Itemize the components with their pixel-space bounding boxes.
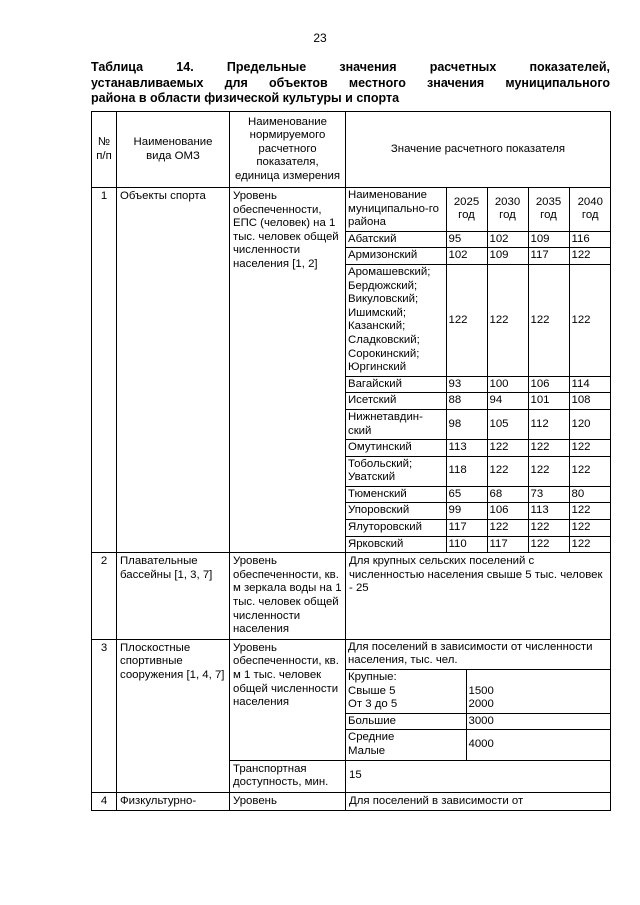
district-value-2035: 106 (528, 376, 569, 393)
subheader-2030: 2030 год (487, 188, 528, 231)
subheader-2025: 2025 год (446, 188, 487, 231)
district-row (346, 231, 611, 248)
district-value-2025: 65 (446, 486, 487, 503)
district-value-2040: 120 (569, 409, 611, 439)
district-value-2030: 105 (487, 409, 528, 439)
subheader-district: Наименование муниципально-го района (346, 188, 446, 231)
district-value-2040: 122 (569, 456, 611, 486)
district-value-2040: 114 (569, 376, 611, 393)
header-row (92, 112, 611, 188)
district-value-2025: 113 (446, 440, 487, 457)
district-row (346, 393, 611, 410)
district-value-2030: 117 (487, 536, 528, 552)
district-value-2025: 122 (446, 264, 487, 376)
district-value-2040: 108 (569, 393, 611, 410)
row-name: Объекты спорта (117, 188, 230, 553)
row-value: 15 (346, 760, 611, 792)
district-row (346, 409, 611, 439)
category-label: Большие (346, 713, 466, 730)
district-value-2030: 122 (487, 264, 528, 376)
district-value-2040: 122 (569, 520, 611, 537)
district-value-2025: 118 (446, 456, 487, 486)
district-value-2035: 122 (528, 440, 569, 457)
district-value-2035: 122 (528, 520, 569, 537)
row-indicator: Уровень обеспеченности, кв. м зеркала воды на 1 тыс. человек общей численности населения (230, 553, 346, 640)
district-value-2035: 73 (528, 486, 569, 503)
row-indicator: Транспортная доступность, мин. (230, 760, 346, 792)
district-value-2035: 112 (528, 409, 569, 439)
district-row (346, 536, 611, 552)
row-name: Плоскостные спортивные сооружения [1, 4, 7] (117, 639, 230, 792)
header-value: Значение расчетного показателя (346, 112, 611, 188)
district-row (346, 503, 611, 520)
subtable-header-row (346, 188, 611, 231)
subheader-2035: 2035 год (528, 188, 569, 231)
category-label (346, 670, 466, 714)
district-value-2030: 122 (487, 456, 528, 486)
row-name: Плавательные бассейны [1, 3, 7] (117, 553, 230, 640)
district-value-2025: 110 (446, 536, 487, 552)
row-value (346, 639, 611, 760)
row-num: 3 (92, 639, 117, 792)
district-name: Тюменский (346, 486, 446, 503)
subheader-2040: 2040 год (569, 188, 611, 231)
district-name: Тобольский; Уватский (346, 456, 446, 486)
district-value-2035: 109 (528, 231, 569, 248)
district-value-2025: 99 (446, 503, 487, 520)
district-name: Армизонский (346, 248, 446, 265)
caption-line-2: устанавливаемых для объектов местного значения муниципального (91, 75, 610, 90)
district-value-2030: 100 (487, 376, 528, 393)
district-name: Абатский (346, 231, 446, 248)
categories-subtable (346, 640, 611, 760)
category-label-line: От 3 до 5 (348, 698, 398, 711)
row-num: 4 (92, 792, 117, 811)
district-value-2035: 113 (528, 503, 569, 520)
row-value: Для поселений в зависимости от (346, 792, 611, 811)
table-caption (91, 60, 610, 107)
category-label-line: Крупные: (348, 671, 397, 683)
districts-subtable (346, 188, 611, 552)
category-value (466, 670, 611, 714)
district-name: Ярковский (346, 536, 446, 552)
district-value-2035: 122 (528, 264, 569, 376)
district-value-2025: 95 (446, 231, 487, 248)
district-row (346, 456, 611, 486)
row-indicator: Уровень обеспеченности, ЕПС (человек) на 1 тыс. человек общей численности населения [1, 2] (230, 188, 346, 553)
district-name: Нижнетавдин-ский (346, 409, 446, 439)
district-name: Исетский (346, 393, 446, 410)
category-value-line: 2000 (468, 698, 494, 711)
category-value: 4000 (466, 730, 611, 760)
table-row-3 (92, 639, 611, 760)
category-row-big (346, 713, 611, 730)
row-value (346, 188, 611, 553)
district-value-2025: 117 (446, 520, 487, 537)
district-value-2030: 94 (487, 393, 528, 410)
district-value-2035: 122 (528, 456, 569, 486)
district-value-2040: 122 (569, 248, 611, 265)
row-indicator: Уровень (230, 792, 346, 811)
district-value-2030: 122 (487, 520, 528, 537)
district-value-2025: 98 (446, 409, 487, 439)
district-row (346, 520, 611, 537)
district-name: Аромашевский; Бердюжский; Викуловский; Ишимский; Казанский; Сладковский; Сорокинский; Юргинский (346, 264, 446, 376)
district-value-2035: 101 (528, 393, 569, 410)
row-num: 1 (92, 188, 117, 553)
district-value-2040: 80 (569, 486, 611, 503)
caption-line-3: района в области физической культуры и спорта (91, 91, 400, 105)
district-value-2040: 116 (569, 231, 611, 248)
district-value-2040: 122 (569, 440, 611, 457)
page-number: 23 (313, 31, 327, 45)
district-row (346, 376, 611, 393)
table-row-1 (92, 188, 611, 553)
row-num: 2 (92, 553, 117, 640)
category-label-line: Средние (348, 731, 395, 744)
header-indicator: Наименование нормируемого расчетного показателя, единица измерения (230, 112, 346, 188)
category-label-line: Малые (348, 744, 386, 757)
district-value-2035: 122 (528, 536, 569, 552)
indicators-table (91, 111, 611, 811)
district-row (346, 440, 611, 457)
table-row-4 (92, 792, 611, 811)
district-name: Омутинский (346, 440, 446, 457)
category-label (346, 730, 466, 760)
district-value-2030: 102 (487, 231, 528, 248)
categories-intro-row (346, 640, 611, 670)
category-value: 3000 (466, 713, 611, 730)
category-label-line: Свыше 5 (348, 684, 396, 697)
district-value-2025: 93 (446, 376, 487, 393)
district-name: Вагайский (346, 376, 446, 393)
district-value-2030: 68 (487, 486, 528, 503)
district-value-2030: 106 (487, 503, 528, 520)
district-name: Упоровский (346, 503, 446, 520)
category-row-medium-small (346, 730, 611, 760)
district-value-2025: 102 (446, 248, 487, 265)
row-indicator: Уровень обеспеченности, кв. м 1 тыс. человек общей численности населения (230, 639, 346, 760)
district-row (346, 248, 611, 265)
caption-line-1: Таблица 14. Предельные значения расчетных показателей, (91, 60, 610, 74)
district-name: Ялуторовский (346, 520, 446, 537)
district-value-2025: 88 (446, 393, 487, 410)
header-num: № п/п (92, 112, 117, 188)
district-value-2030: 109 (487, 248, 528, 265)
district-value-2030: 122 (487, 440, 528, 457)
table-row-2 (92, 553, 611, 640)
categories-intro: Для поселений в зависимости от численности населения, тыс. чел. (346, 640, 611, 670)
district-value-2040: 122 (569, 536, 611, 552)
district-value-2040: 122 (569, 264, 611, 376)
district-value-2040: 122 (569, 503, 611, 520)
category-row-large (346, 670, 611, 714)
row-value: Для крупных сельских поселений с численностью населения свыше 5 тыс. человек - 25 (346, 553, 611, 640)
row-name: Физкультурно- (117, 792, 230, 811)
district-row (346, 264, 611, 376)
district-row (346, 486, 611, 503)
header-name: Наименование вида ОМЗ (117, 112, 230, 188)
category-value-line: 1500 (468, 684, 494, 697)
district-value-2035: 117 (528, 248, 569, 265)
